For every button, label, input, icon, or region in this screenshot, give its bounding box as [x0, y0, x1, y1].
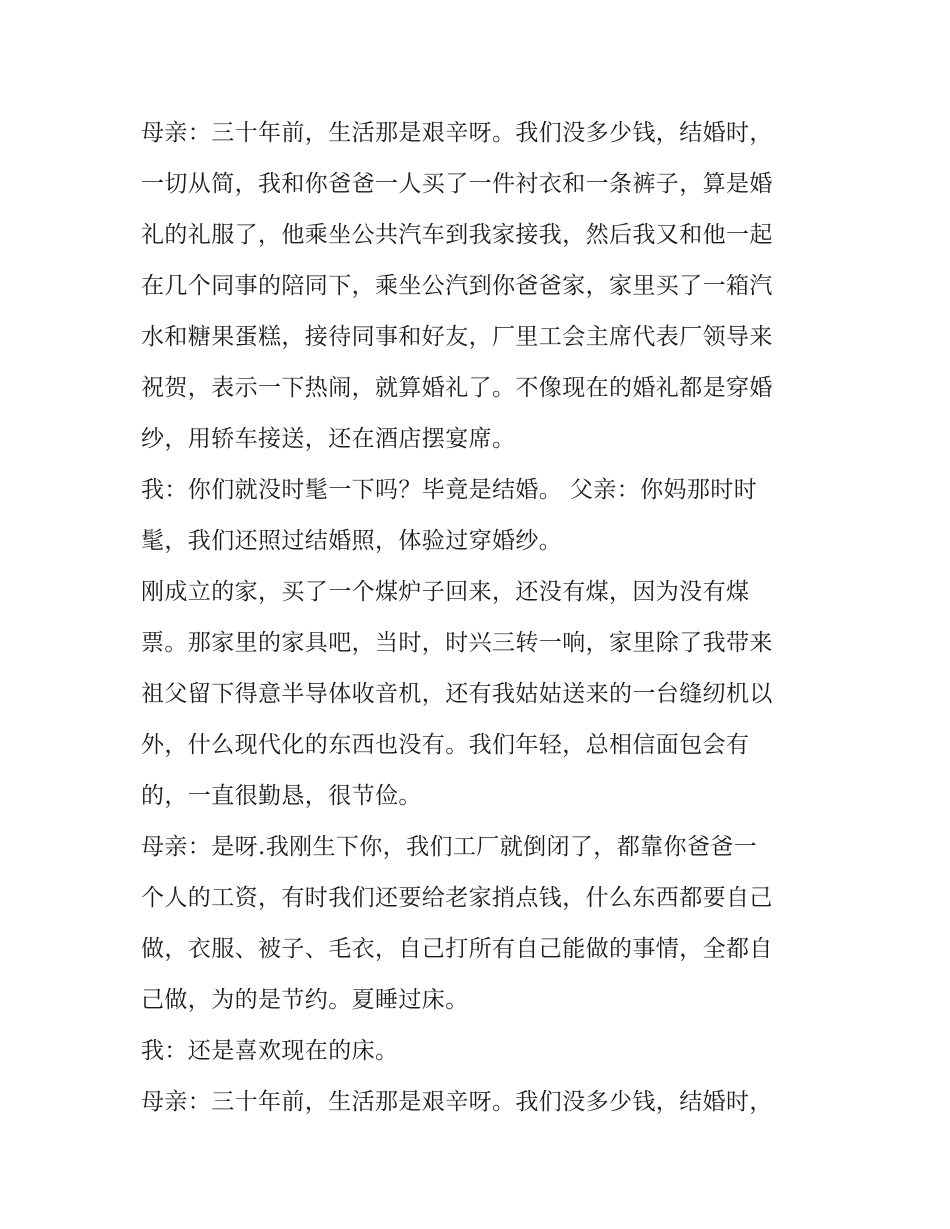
text-line: 一切从简，我和你爸爸一人买了一件衬衣和一条裤子，算是婚	[141, 171, 773, 197]
paragraph-mother-repeat	[141, 1077, 821, 1128]
text-line: 母亲：是呀.我刚生下你，我们工厂就倒闭了，都靠你爸爸一	[141, 834, 758, 860]
text-line: 做，衣服、被子、毛衣，自己打所有自己能做的事情，全都自	[141, 936, 773, 962]
document-body	[141, 108, 821, 1128]
paragraph-mother-factory	[141, 822, 821, 1026]
text-line: 的，一直很勤恳，很节俭。	[141, 783, 422, 809]
text-line: 刚成立的家，买了一个煤炉子回来，还没有煤，因为没有煤	[141, 579, 750, 605]
paragraph-me-father	[141, 465, 821, 567]
text-line: 礼的礼服了，他乘坐公共汽车到我家接我，然后我又和他一起	[141, 222, 773, 248]
text-line: 我：还是喜欢现在的床。	[141, 1038, 399, 1064]
text-line: 在几个同事的陪同下，乘坐公汽到你爸爸家，家里买了一箱汽	[141, 273, 773, 299]
paragraph-me-bed	[141, 1026, 821, 1077]
text-line: 我：你们就没时髦一下吗？毕竟是结婚。 父亲：你妈那时时	[141, 477, 758, 503]
text-line: 母亲：三十年前，生活那是艰辛呀。我们没多少钱，结婚时，	[141, 1089, 773, 1115]
paragraph-new-home	[141, 567, 821, 822]
text-line: 祖父留下得意半导体收音机，还有我姑姑送来的一台缝纫机以	[141, 681, 773, 707]
paragraph-mother-wedding	[141, 108, 821, 465]
text-line: 己做，为的是节约。夏睡过床。	[141, 987, 469, 1013]
text-line: 母亲：三十年前，生活那是艰辛呀。我们没多少钱，结婚时，	[141, 120, 773, 146]
text-line: 纱，用轿车接送，还在酒店摆宴席。	[141, 426, 516, 452]
text-line: 外，什么现代化的东西也没有。我们年轻，总相信面包会有	[141, 732, 750, 758]
text-line: 髦，我们还照过结婚照，体验过穿婚纱。	[141, 528, 563, 554]
text-line: 祝贺，表示一下热闹，就算婚礼了。不像现在的婚礼都是穿婚	[141, 375, 773, 401]
text-line: 票。那家里的家具吧，当时，时兴三转一响，家里除了我带来	[141, 630, 773, 656]
text-line: 水和糖果蛋糕，接待同事和好友，厂里工会主席代表厂领导来	[141, 324, 773, 350]
text-line: 个人的工资，有时我们还要给老家捎点钱，什么东西都要自己	[141, 885, 773, 911]
